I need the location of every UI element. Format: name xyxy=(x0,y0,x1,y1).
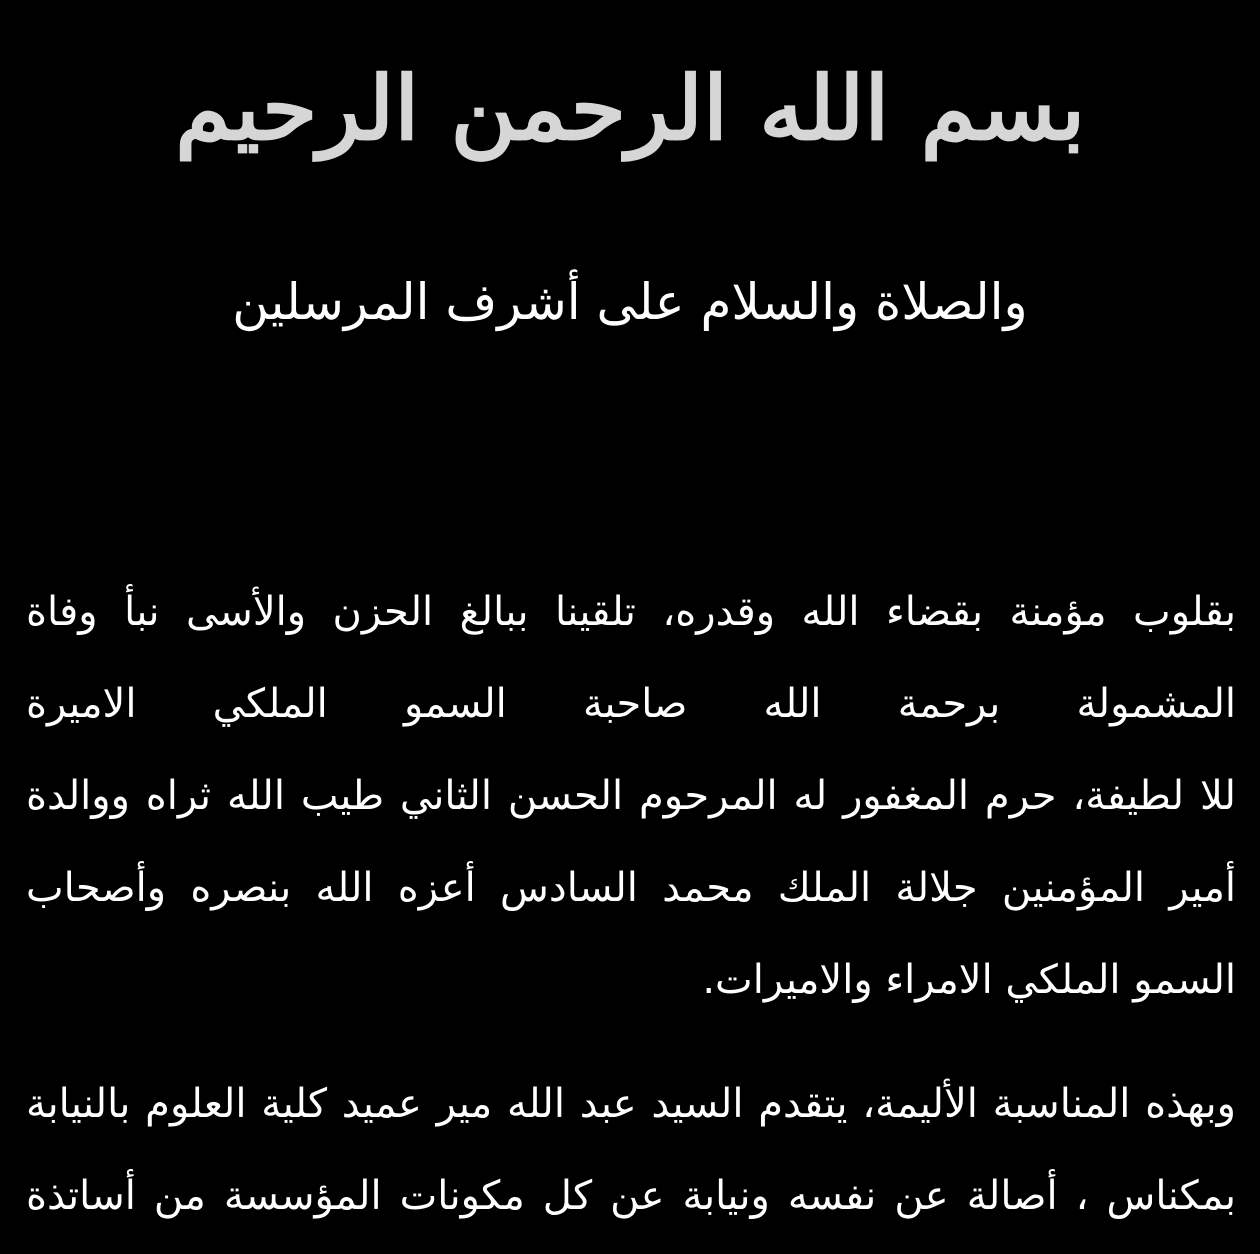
condolence-paragraph-2 xyxy=(26,1058,1236,1242)
paragraph-line: وبهذه المناسبة الأليمة، يتقدم السيد عبد الله مير عميد كلية العلوم بالنيابة xyxy=(26,1081,1236,1127)
basmala-text: بسم الله الرحمن الرحيم xyxy=(174,55,1086,160)
paragraph-line: للا لطيفة، حرم المغفور له المرحوم الحسن الثاني طيب الله ثراه ووالدة xyxy=(26,773,1236,819)
condolence-paragraph-1 xyxy=(26,566,1236,1026)
paragraph-line: السمو الملكي الامراء والاميرات. xyxy=(702,957,1236,1003)
basmala-calligraphy xyxy=(174,0,1086,215)
paragraph-line: بمكناس ، أصالة عن نفسه ونيابة عن كل مكونات المؤسسة من أساتذة xyxy=(26,1173,1236,1219)
paragraph-line: بقلوب مؤمنة بقضاء الله وقدره، تلقينا ببالغ الحزن والأسى نبأ وفاة xyxy=(26,589,1236,635)
salutation-heading: والصلاة والسلام على أشرف المرسلين xyxy=(232,273,1028,331)
paragraph-line: أمير المؤمنين جلالة الملك محمد السادس أعزه الله بنصره وأصحاب xyxy=(26,865,1236,911)
paragraph-line: المشمولة برحمة الله صاحبة السمو الملكي الاميرة xyxy=(26,681,1236,727)
